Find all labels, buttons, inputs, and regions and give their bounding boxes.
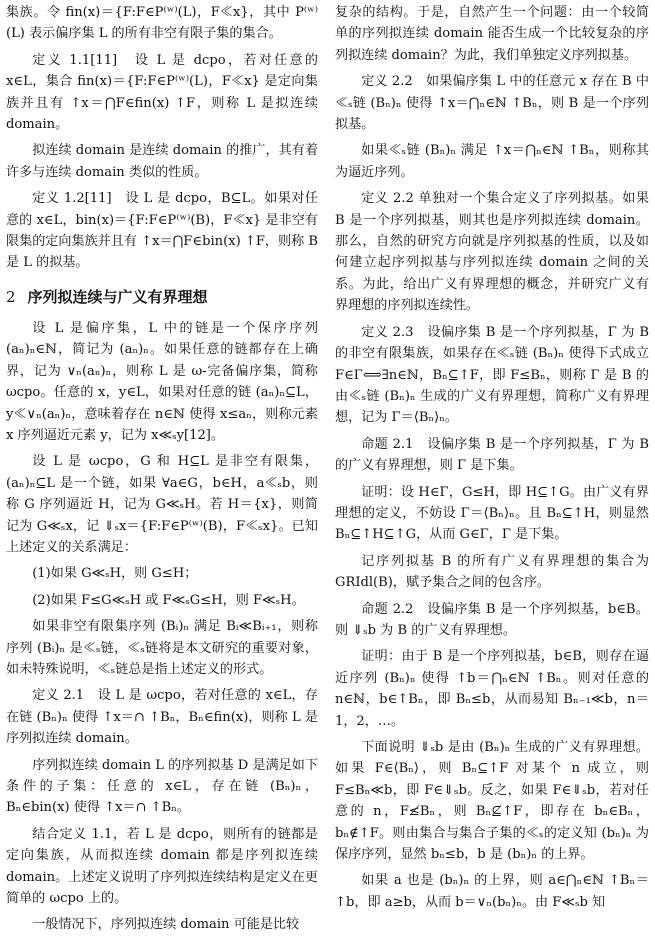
paragraph: 定义 1.2[11] 设 L 是 dcpo，B⊆L。如果对任意的 x∈L，bin(x)＝{F:F∈P⁽ʷ⁾(B)，F≪x} 是非空有限集的定向集族并且有 ↑x＝⋂F∈bin(x) ↑F，则称 B 是 L 的拟基。 (6, 191, 318, 271)
paragraph: 记序列拟基 B 的所有广义有界理想的集合为 GRIdl(B)，赋予集合之间的包含序。 (335, 553, 649, 591)
paragraph: (1)如果 G≪ₛH，则 G≤H； (32, 566, 198, 582)
paragraph: 定义 2.1 设 L 是 ωcpo，若对任意的 x∈L，存在链 (Bₙ)ₙ 使得 ↑x＝∩ ↑Bₙ，Bₙ∈fin(x)，则称 L 是序列拟连续 domain。 (6, 688, 318, 747)
left-column (6, 2, 318, 941)
paragraph: 下面说明 ⇓ₛb 是由 (Bₙ)ₙ 生成的广义有界理想。如果 F∈⟨Bₙ⟩，则 Bₙ⊆↑F 对某个 n 成立，则 F≤Bₙ≪b，即 F∈⇓ₛb。反之，如果 F∈⇓ₛb，若对任意的 n，F≰Bₙ，则 Bₙ⊈↑F，即存在 bₙ∈Bₙ，bₙ∉↑F。则由集合与集合子集的≪ₛ的定义知 (bₙ)ₙ 为保序序列，显然 bₙ≤b，b 是 (bₙ)ₙ 的上界。 (335, 740, 649, 863)
paragraph: 证明：由于 B 是一个序列拟基，b∈B，则存在逼近序列 (Bₙ)ₙ 使得 ↑b＝⋂ₙ∈ℕ ↑Bₙ。则对任意的 n∈ℕ，b∈↑Bₙ，即 Bₙ≤b，从而易知 Bₙ₋₁≪b，n＝1，2，…。 (335, 649, 649, 729)
paragraph: 如果≪ₛ链 (Bₙ)ₙ 满足 ↑x＝⋂ₙ∈ℕ ↑Bₙ，则称其为逼近序列。 (335, 143, 649, 180)
right-column (335, 2, 649, 918)
paragraph: 一般情况下，序列拟连续 domain 可能是比较 (32, 917, 300, 933)
section-title: 序列拟连续与广义有界理想 (27, 287, 208, 306)
paragraph: 设 L 是 ωcpo，G 和 H⊆L 是非空有限集，(aₙ)ₙ⊆L 是一个链，如果 ∀a∈G，b∈H，a≪ₛb，则称 G 序列逼近 H，记为 G≪ₛH。若 H＝{x}，则简记为 G≪ₛx，记 ⇓ₛx＝{F:F∈P⁽ʷ⁾(B)，F≪ₛx}。已知上述定义的关系满足： (6, 454, 318, 555)
paragraph: 序列拟连续 domain L 的序列拟基 D 是满足如下条件的子集：任意的 x∈L，存在链 (Bₙ)ₙ，Bₙ∈bin(x) 使得 ↑x＝∩ ↑Bₙ。 (6, 757, 318, 816)
paragraph: 如果 a 也是 (bₙ)ₙ 的上界，则 a∈⋂ₙ∈ℕ ↑Bₙ＝↑b，即 a≥b，从而 b＝∨ₙ(bₙ)ₙ。由 F≪ₛb 知 (335, 873, 649, 910)
paragraph: 拟连续 domain 是连续 domain 的推广，其有着许多与连续 domain 类似的性质。 (6, 143, 318, 180)
paragraph: 命题 2.1 设偏序集 B 是一个序列拟基，Γ 为 B 的广义有界理想，则 Γ 是下集。 (335, 436, 649, 474)
section-number: 2 (6, 287, 16, 306)
paragraph: 证明：设 H∈Γ，G≤H，即 H⊆↑G。由广义有界理想的定义，不妨设 Γ＝⟨Bₙ⟩ₙ。且 Bₙ⊆↑H，则显然 Bₙ⊆↑H⊆↑G，从而 G∈Γ，Γ 是下集。 (335, 484, 649, 543)
paragraph: 复杂的结构。于是，自然产生一个问题：由一个较简单的序列拟连续 domain 能否生成一个比较复杂的序列拟连续 domain？为此，我们单独定义序列拟基。 (335, 5, 649, 63)
paragraph: 定义 1.1[11] 设 L 是 dcpo，若对任意的 x∈L，集合 fin(x)＝{F:F∈P⁽ʷ⁾(L)，F≪x} 是定向集族并且有 ↑x＝⋂F∈fin(x) ↑F，则称 L 是拟连续 domain。 (6, 52, 318, 133)
paragraph: 集族。令 fin(x)＝{F:F∈P⁽ʷ⁾(L)，F≪x}，其中 P⁽ʷ⁾(L) 表示偏序集 L 的所有非空有限子集的集合。 (6, 5, 318, 42)
paragraph: (2)如果 F≤G≪ₛH 或 F≪ₛG≤H，则 F≪ₛH。 (32, 592, 305, 608)
paragraph: 定义 2.2 如果偏序集 L 中的任意元 x 存在 B 中≪ₛ链 (Bₙ)ₙ 使得 ↑x＝⋂ₙ∈ℕ ↑Bₙ，则 B 是一个序列拟基。 (335, 74, 649, 133)
section-heading (6, 286, 318, 308)
paragraph: 命题 2.2 设偏序集 B 是一个序列拟基，b∈B。则 ⇓ₛb 为 B 的广义有界理想。 (335, 601, 649, 638)
paragraph: 定义 2.2 单独对一个集合定义了序列拟基。如果 B 是一个序列拟基，则其也是序列拟连续 domain。那么，自然的研究方向就是序列拟基的性质，以及如何建立起序列拟基与序列拟连续 domain 之间的关系。为此，给出广义有界理想的概念，并研究广义有界理想的序列拟连续性。 (335, 191, 649, 314)
paragraph: 结合定义 1.1，若 L 是 dcpo，则所有的链都是定向集族，从而拟连续 domain 都是序列拟连续 domain。上述定义说明了序列拟连续结构是定义在更简单的 ωcpo 上的。 (6, 826, 318, 907)
paragraph: 定义 2.3 设偏序集 B 是一个序列拟基，Γ 为 B 的非空有限集族，如果存在≪ₛ链 (Bₙ)ₙ 使得下式成立 F∈Γ⟺∃n∈ℕ，Bₙ⊆↑F，即 F≤Bₙ，则称 Γ 是 B 的由≪ₛ链 (Bₙ)ₙ 生成的广义有界理想，简称广义有界理想，记为 Γ＝⟨Bₙ⟩ₙ。 (335, 324, 649, 426)
paragraph: 如果非空有限集序列 (Bᵢ)ₙ 满足 Bᵢ≪Bᵢ₊₁，则称序列 (Bᵢ)ₙ 是≪ₛ链，≪ₛ链将是本文研究的重要对象，如未特殊说明，≪ₛ链总是指上述定义的形式。 (6, 619, 318, 677)
paragraph: 设 L 是偏序集，L 中的链是一个保序序列 (aₙ)ₙ∈ℕ，简记为 (aₙ)ₙ。如果任意的链都存在上确界，记为 ∨ₙ(aₙ)ₙ，则称 L 是 ω-完备偏序集，简称 ωcpo。任意的 x，y∈L，如果对任意的链 (aₙ)ₙ⊆L，y≪∨ₙ(aₙ)ₙ，意味着存在 n∈ℕ 使得 x≤aₙ，则称元素 x 序列逼近元素 y，记为 x≪ₛy[12]。 (6, 320, 318, 443)
